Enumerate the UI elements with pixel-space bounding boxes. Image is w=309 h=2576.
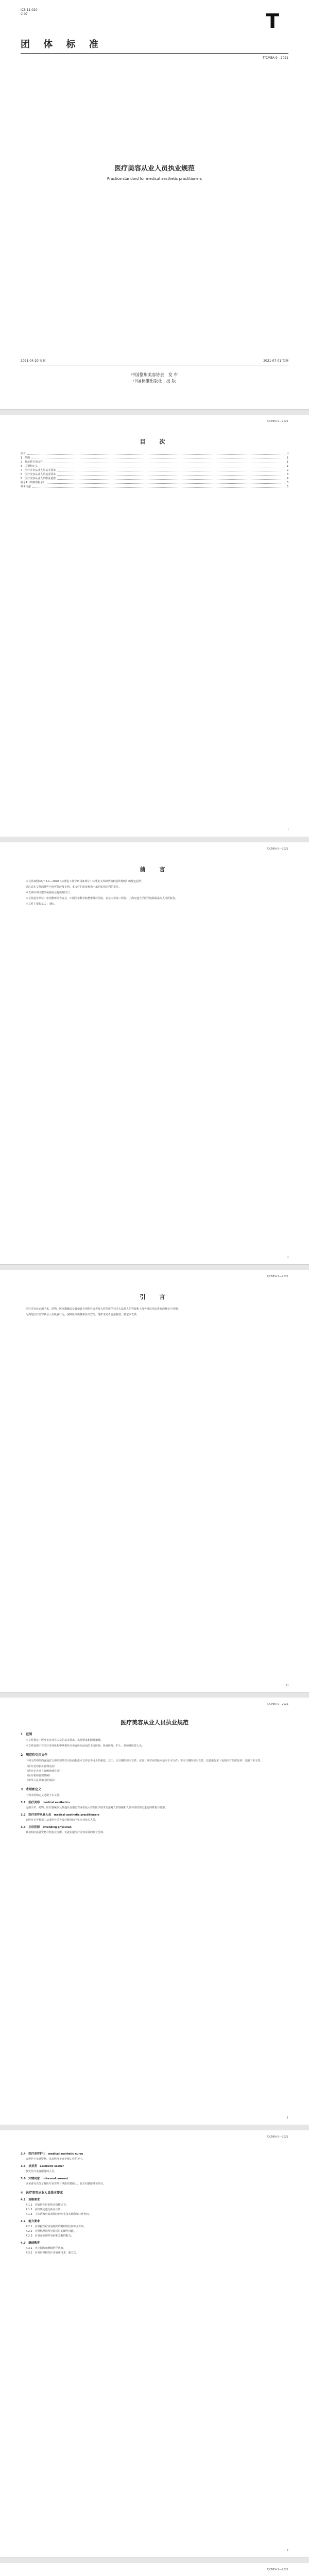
body-paragraph: 本文件适用于在医疗美容机构中从事医疗美容诊疗活动的主诊医师、执业医师、护士、药师及医技人员。 — [26, 1744, 145, 1748]
foreword-title: 前 言 — [140, 866, 169, 873]
issuer-1: 中国整形美容协会 发 布 — [131, 372, 178, 377]
document-title-cn: 医疗美容从业人员执业规范 — [114, 165, 195, 173]
page-header-number: T/CMEA 9—2021 — [267, 2568, 288, 2571]
toc-page — [0, 415, 309, 837]
term-entry: 3.2 医疗美容从业人员 medical aesthetic practitioners 在医疗美容机构中从事医疗美容诊疗服务的卫生专业技术人员。 — [21, 1814, 99, 1822]
intro-title: 引 言 — [140, 1294, 169, 1300]
toc-item[interactable]: 3 术语和定义 1 — [21, 465, 288, 468]
section-heading: 1 范围 — [21, 1733, 32, 1736]
page-header-number: T/CMEA 9—2021 — [267, 1275, 288, 1278]
section-heading: 3 术语和定义 — [21, 1788, 42, 1791]
subsection-heading: 4.2 能力要求 — [21, 2220, 40, 2223]
toc-item[interactable]: 5 医疗美容从业人员执业要求 3 — [21, 473, 288, 476]
section-heading: 4 医疗美容从业人员基本要求 — [21, 2191, 63, 2195]
toc-item[interactable]: 参考文献 5 — [21, 485, 288, 488]
clause-item: 4.1.1 应取得相应的执业资格证书。 — [26, 2204, 68, 2207]
subsection-heading: 4.1 资格要求 — [21, 2198, 40, 2201]
toc-item[interactable]: 附录A（资料性附录） 5 — [21, 481, 288, 484]
term-entry: 3.5 求美者 aesthetic seeker 接受医疗美容服务的人员。 — [21, 2165, 64, 2173]
body-paragraph: 本文件规定了医疗美容从业人员的基本要求、执业要求和职业道德。 — [26, 1739, 104, 1742]
foreword-page — [0, 842, 309, 1265]
body-page-3 — [0, 2563, 309, 2576]
section-heading: 2 规范性引用文件 — [21, 1753, 48, 1757]
clause-item: 4.2.2 应熟练掌握所开展项目的操作技能。 — [26, 2230, 76, 2233]
issuer-2: 中国标准出版社 出 版 — [133, 379, 176, 383]
foreword-paragraph: 本文件由中国整形美容协会提出并归口。 — [26, 891, 73, 894]
cover-page — [0, 0, 309, 410]
clause-item: 4.2.3 应具备处理并发症和急救的能力。 — [26, 2234, 74, 2238]
page-header-number: T/CMEA 9—2021 — [267, 1703, 288, 1706]
body-paragraph: 下列术语和定义适用于本文件。 — [26, 1794, 62, 1797]
toc-item[interactable]: 6 医疗美容从业人员职业道德 4 — [21, 477, 288, 480]
page-footer-number: III — [286, 1684, 288, 1687]
implement-date: 2021-07-01 实施 — [263, 359, 288, 363]
term-entry: 3.6 知情同意 informed consent 求美者在充分了解医疗美容项目风险的基础上，自主同意接受该项目。 — [21, 2177, 106, 2185]
foreword-paragraph: 本文件起草单位：中国整形美容协会、中国医学科学院整形外科医院、北京大学第三医院、上海交通大学医学院附属第九人民医院等。 — [26, 897, 178, 900]
page-header-number: T/CMEA 9—2021 — [267, 420, 288, 423]
reference-item: 《医疗美容项目分级管理目录》 — [26, 1770, 62, 1773]
intro-paragraph: 医疗美容是运用手术、药物、医疗器械以及其他具有创伤性或者侵入性的医学技术方法对人的容貌和人体各部位形态进行的修复与再塑。 — [26, 1308, 181, 1311]
standard-type-letter: T — [266, 10, 279, 32]
subsection-heading: 4.3 继续教育 — [21, 2242, 40, 2245]
toc-title: 目 次 — [140, 438, 169, 445]
page-header-number: T/CMEA 9—2021 — [267, 848, 288, 851]
publish-date: 2021-04-20 发布 — [21, 359, 46, 363]
body-paragraph: 下列文件中的内容通过文中的规范性引用而构成本文件必不可少的条款。其中，注日期的引用文件，仅该日期对应的版本适用于本文件；不注日期的引用文件，其最新版本（包括所有的修改单）适用于本文件。 — [26, 1759, 263, 1762]
page-footer-number: II — [287, 1256, 288, 1259]
toc-list — [21, 452, 288, 489]
intro-paragraph: 为规范医疗美容从业人员执业行为，保障医疗质量和医疗安全，维护求美者合法权益，制定本文件。 — [26, 1313, 140, 1316]
issuers — [0, 372, 309, 384]
document-title-en: Practice standard for medical aesthetic practitioners — [107, 177, 202, 181]
foreword-paragraph: 本文件主要起草人：（略）。 — [26, 903, 57, 906]
clause-item: 4.3.1 应定期参加继续医学教育。 — [26, 2247, 66, 2250]
toc-item[interactable]: 2 规范性引用文件 1 — [21, 461, 288, 464]
clause-item: 4.3.2 应及时掌握医疗美容新技术、新方法。 — [26, 2251, 79, 2255]
foreword-paragraph: 本文件按照GB/T 1.1—2020《标准化工作导则 第1部分：标准化文件的结构和起草规则》的规定起草。 — [26, 880, 144, 883]
toc-item[interactable]: 4 医疗美容从业人员基本要求 2 — [21, 469, 288, 472]
ics-code: ICS 11.020 — [21, 8, 38, 12]
body-page-2 — [0, 2130, 309, 2558]
intro-page — [0, 1270, 309, 1692]
page-footer-number: 2 — [286, 2549, 288, 2552]
clause-item: 4.2.1 应掌握医疗美容相关的基础理论和专业知识。 — [26, 2225, 87, 2228]
page-header-number: T/CMEA 9—2021 — [267, 2136, 288, 2139]
ccs-code: C 07 — [21, 12, 28, 16]
term-entry: 3.1 医疗美容 medical aesthetics 运用手术、药物、医疗器械以及其他具有创伤性或者侵入性的医学技术方法对人的容貌和人体各部位形态进行的修复与再塑。 — [21, 1801, 168, 1809]
page-footer-number: I — [287, 828, 288, 832]
page-footer-number: 1 — [286, 2116, 288, 2120]
body-page-1 — [0, 1698, 309, 2125]
toc-item[interactable]: 前言 II — [21, 452, 288, 455]
clause-item: 4.1.2 应按规定进行执业注册。 — [26, 2208, 63, 2211]
toc-item[interactable]: 1 范围 1 — [21, 456, 288, 460]
standard-number: T/CMEA 9—2021 — [263, 56, 288, 60]
date-row — [21, 358, 288, 363]
term-entry: 3.4 医疗美容护士 medical aesthetic nurse 取得护士执业资格，从事医疗美容护理工作的护士。 — [21, 2153, 85, 2161]
top-divider — [21, 53, 288, 54]
reference-item: 《医疗美容服务管理办法》 — [26, 1765, 57, 1768]
body-title: 医疗美容从业人员执业规范 — [121, 1719, 188, 1726]
clause-item: 4.1.3 主诊医师应具备相应的专业技术职称和工作经历。 — [26, 2213, 92, 2216]
reference-item: 《医疗机构管理条例》 — [26, 1774, 52, 1777]
foreword-paragraph: 请注意本文件的某些内容可能涉及专利。本文件的发布机构不承担识别专利的责任。 — [26, 886, 122, 889]
term-entry: 3.3 主诊医师 attending physician 具备相应执业资格并经执业注册，负责实施医疗美容项目的执业医师。 — [21, 1826, 106, 1834]
standard-category: 团 体 标 准 — [21, 39, 104, 50]
reference-item: 《中华人民共和国医师法》 — [26, 1779, 57, 1782]
